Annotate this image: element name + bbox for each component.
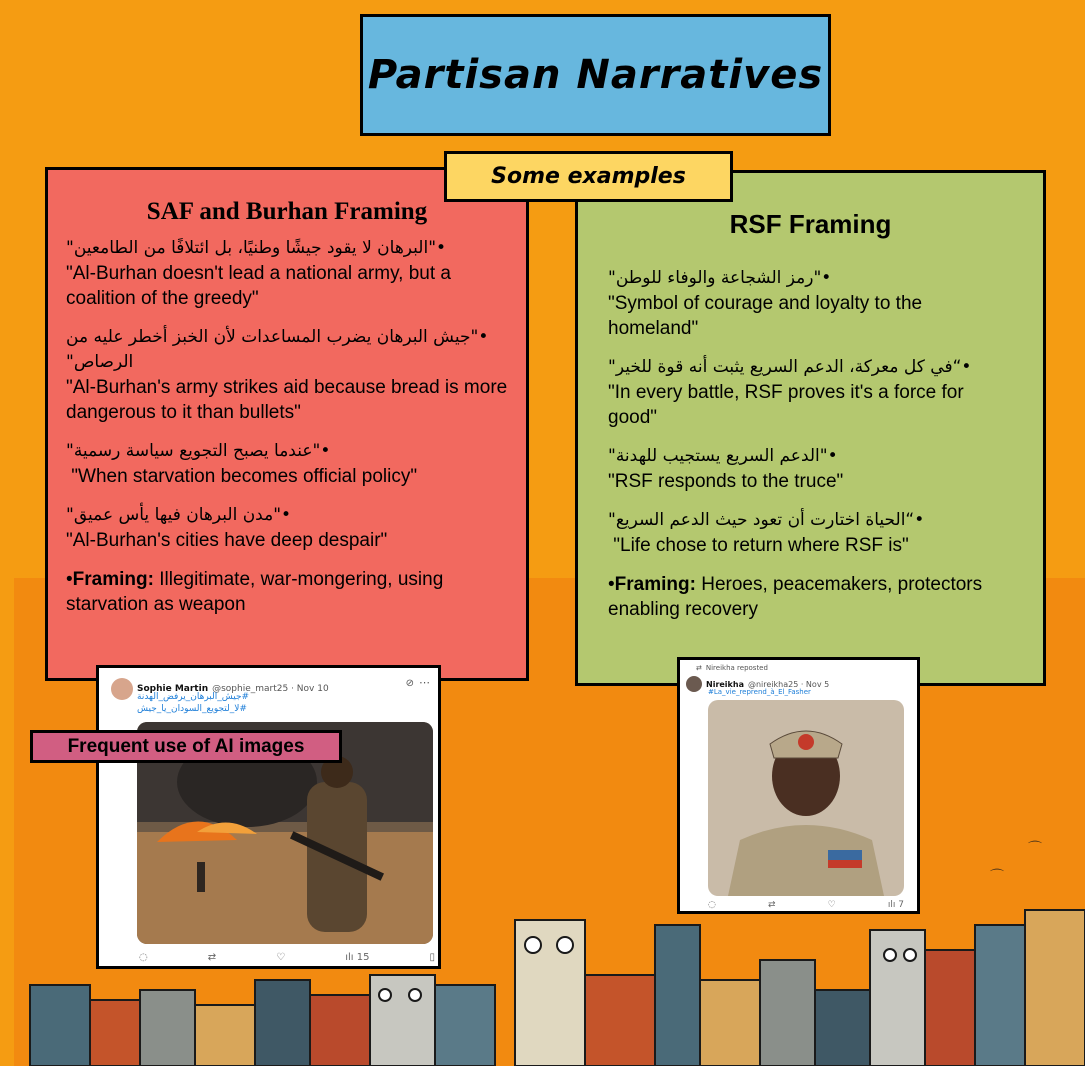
ai-images-label-text: Frequent use of AI images xyxy=(67,735,305,757)
rsf-heading: RSF Framing xyxy=(729,209,892,239)
tweet-hashtag[interactable]: #جيش_البرهان_يرفض_الهدنة xyxy=(137,692,250,702)
like-icon[interactable]: ♡ xyxy=(276,952,286,963)
rsf-item-arabic: •"رمز الشجاعة والوفاء للوطن" xyxy=(608,268,832,288)
tweet-actions xyxy=(708,900,904,910)
repost-text: Nireikha reposted xyxy=(705,664,768,672)
rsf-item-english: "Life chose to return where RSF is" xyxy=(608,535,909,556)
saf-item-arabic: •"مدن البرهان فيها يأس عميق" xyxy=(66,505,292,525)
saf-item-english: "Al-Burhan doesn't lead a national army, but a coalition of the greedy" xyxy=(66,263,451,309)
grok-icon[interactable]: ⊘ xyxy=(405,678,414,689)
tweet-image-commander[interactable] xyxy=(708,700,904,896)
tweet-author-handle: @nireikha25 · Nov 5 xyxy=(747,679,830,689)
views-count[interactable]: ılı 7 xyxy=(887,900,904,910)
saf-item-arabic: •"جيش البرهان يضرب المساعدات لأن الخبز أخطر عليه من الرصاص" xyxy=(66,327,489,372)
saf-framing-text: Illegitimate, war-mongering, using starvation as weapon xyxy=(66,569,444,615)
tweet-card-nireikha[interactable] xyxy=(677,657,920,914)
subtitle-box xyxy=(444,151,733,202)
more-icon[interactable]: ⋯ xyxy=(419,676,430,689)
rsf-item-arabic: •“في كل معركة، الدعم السريع يثبت أنه قوة للخير" xyxy=(608,357,972,377)
rsf-framing-panel xyxy=(575,170,1046,686)
tweet-card-sophie[interactable] xyxy=(96,665,441,969)
rsf-item-english: "In every battle, RSF proves it's a force for good" xyxy=(608,382,964,428)
saf-item xyxy=(66,439,508,489)
title-box xyxy=(360,14,831,136)
saf-item-english: "Al-Burhan's army strikes aid because bread is more dangerous to it than bullets" xyxy=(66,377,508,423)
rsf-framing-label: Framing: xyxy=(614,574,696,595)
rsf-item xyxy=(608,444,1013,494)
rsf-item xyxy=(608,266,1013,341)
rsf-item-english: "RSF responds to the truce" xyxy=(608,471,844,492)
avatar[interactable] xyxy=(686,676,702,692)
saf-item xyxy=(66,236,508,311)
rsf-item-arabic: •"الدعم السريع يستجيب للهدنة" xyxy=(608,446,838,466)
repost-icon: ⇄ xyxy=(696,664,702,672)
avatar[interactable] xyxy=(111,678,133,700)
tweet-hashtag[interactable]: #La_vie_reprend_à_El_Fasher xyxy=(708,688,811,696)
rsf-framing: •Framing: Heroes, peacemakers, protectors enabling recovery xyxy=(608,574,983,620)
tweet-hashtag[interactable]: #لا_لتجويع_السودان_يا_جيش xyxy=(137,704,247,714)
saf-heading: SAF and Burhan Framing xyxy=(146,198,428,225)
tweet-author-name[interactable]: Nireikha xyxy=(706,679,744,689)
subtitle: Some examples xyxy=(491,164,686,189)
saf-item xyxy=(66,503,508,553)
rsf-framing-text: Heroes, peacemakers, protectors enabling recovery xyxy=(608,574,983,620)
saf-item-english: "When starvation becomes official policy" xyxy=(66,466,418,487)
saf-framing-panel xyxy=(45,167,529,681)
reply-icon[interactable]: ◌ xyxy=(139,952,148,963)
rsf-item-arabic: •“الحياة اختارت أن تعود حيث الدعم السريع" xyxy=(608,510,925,530)
ai-image-commander xyxy=(708,700,904,896)
rsf-item xyxy=(608,355,1013,430)
page-title: Partisan Narratives xyxy=(367,52,824,98)
bookmark-icon[interactable]: ▯ xyxy=(429,952,435,963)
ai-images-label xyxy=(30,730,342,763)
tweet-author-handle: @sophie_mart25 · Nov 10 xyxy=(212,684,329,694)
retweet-icon[interactable]: ⇄ xyxy=(767,900,776,910)
like-icon[interactable]: ♡ xyxy=(827,900,836,910)
tweet-author-name[interactable]: Sophie Martin xyxy=(137,684,209,694)
tweet-actions xyxy=(139,952,435,963)
saf-item-arabic: •"عندما يصبح التجويع سياسة رسمية" xyxy=(66,441,331,461)
saf-framing-label: Framing: xyxy=(72,569,154,590)
saf-item-arabic: •"البرهان لا يقود جيشًا وطنيًا، بل ائتلافًا من الطامعين" xyxy=(66,238,447,258)
views-count[interactable]: ılı 15 xyxy=(345,952,370,963)
bird-icon: ⌒ xyxy=(1028,840,1042,856)
rsf-item-english: "Symbol of courage and loyalty to the homeland" xyxy=(608,293,923,339)
rsf-item xyxy=(608,508,1013,558)
bird-icon: ⌒ xyxy=(990,868,1004,884)
repost-line xyxy=(696,664,768,672)
views-number: 15 xyxy=(356,952,370,963)
saf-item xyxy=(66,325,508,425)
saf-framing: •Framing: Illegitimate, war-mongering, using starvation as weapon xyxy=(66,569,444,615)
saf-item-english: "Al-Burhan's cities have deep despair" xyxy=(66,530,388,551)
reply-icon[interactable]: ◌ xyxy=(708,900,716,910)
retweet-icon[interactable]: ⇄ xyxy=(207,952,217,963)
views-number: 7 xyxy=(898,900,904,910)
